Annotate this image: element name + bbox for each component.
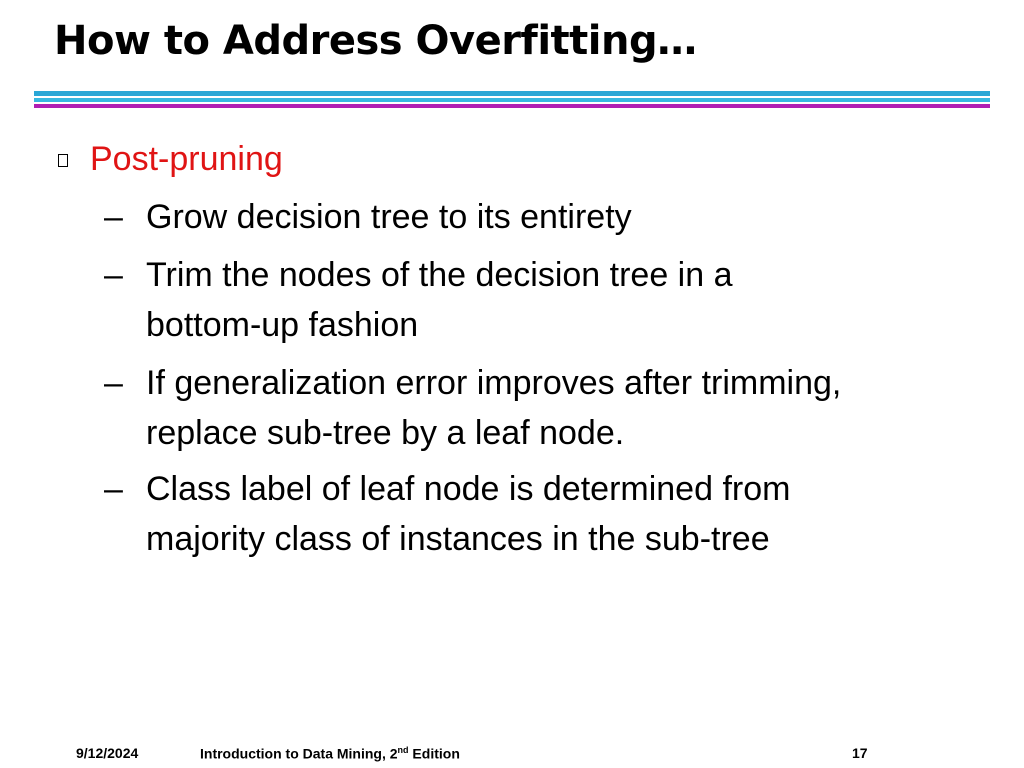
footer-page-number: 17 (852, 745, 868, 761)
footer-course-prefix: Introduction to Data Mining, 2 (200, 745, 398, 762)
title-rule-cyan-lower (34, 98, 990, 102)
sub-bullet-line: If generalization error improves after trimming, (146, 364, 842, 402)
bullet-heading: Post-pruning (90, 140, 283, 178)
footer-course-superscript: nd (397, 745, 409, 755)
sub-bullet-line: Grow decision tree to its entirety (146, 198, 632, 236)
footer-course (200, 745, 460, 762)
footer-date: 9/12/2024 (76, 745, 139, 761)
sub-bullet-line: Trim the nodes of the decision tree in a (146, 256, 733, 294)
sub-bullet-text (146, 192, 986, 242)
title-rule-magenta (34, 104, 990, 108)
dash-icon: – (104, 198, 123, 236)
sub-bullet-text (146, 464, 986, 564)
sub-bullet-line: Class label of leaf node is determined from (146, 470, 791, 508)
footer-course-suffix: Edition (408, 745, 460, 762)
sub-bullet-line: majority class of instances in the sub-tree (146, 520, 770, 558)
sub-bullet-line: replace sub-tree by a leaf node. (146, 414, 625, 452)
slide-title: How to Address Overfitting… (54, 18, 697, 64)
dash-icon: – (104, 364, 123, 402)
dash-icon: – (104, 256, 123, 294)
sub-bullet-text (146, 250, 986, 350)
sub-bullet-text (146, 358, 986, 458)
sub-bullet-line: bottom-up fashion (146, 306, 419, 344)
square-bullet-icon (58, 154, 68, 167)
dash-icon: – (104, 470, 123, 508)
